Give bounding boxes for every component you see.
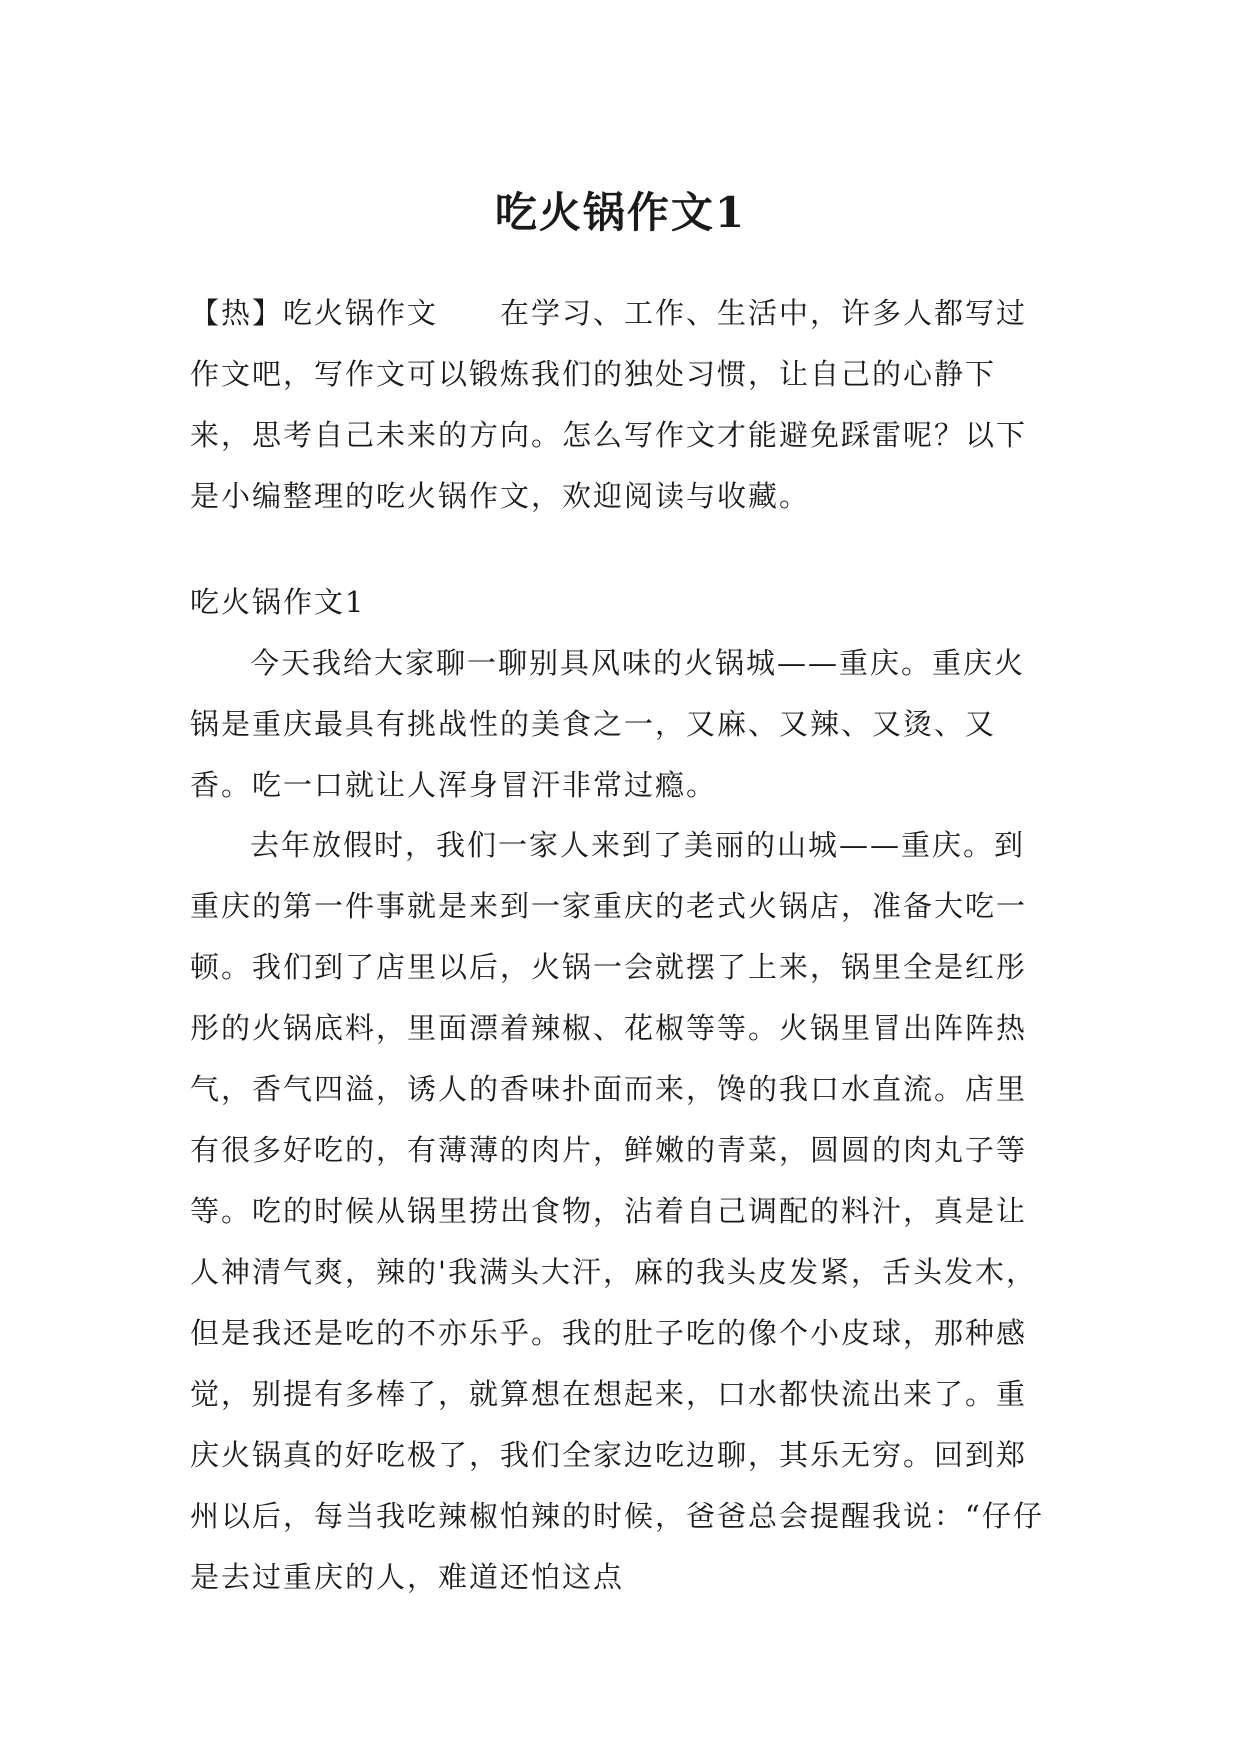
intro-paragraph: 【热】吃火锅作文 在学习、工作、生活中，许多人都写过作文吧，写作文可以锻炼我们的独处习惯，让自己的心静下来，思考自己未来的方向。怎么写作文才能避免踩雷呢？以下是小编整理的吃火锅作文，欢迎阅读与收藏。 — [190, 296, 1028, 513]
section-heading: 吃火锅作文1 — [190, 585, 366, 619]
body-paragraph-1: 今天我给大家聊一聊别具风味的火锅城——重庆。重庆火锅是重庆最具有挑战性的美食之一，又麻、又辣、又烫、又香。吃一口就让人浑身冒汗非常过瘾。 — [190, 646, 1026, 802]
body-paragraph-2: 去年放假时，我们一家人来到了美丽的山城——重庆。到重庆的第一件事就是来到一家重庆的老式火锅店，准备大吃一顿。我们到了店里以后，火锅一会就摆了上来，锅里全是红彤彤的火锅底料，里面漂着辣椒、花椒等等。火锅里冒出阵阵热气，香气四溢，诱人的香味扑面而来，馋的我口水直流。店里有很多好吃的，有薄薄的肉片，鲜嫩的青菜，圆圆的肉丸子等等。吃的时候从锅里捞出食物，沾着自己调配的料汁，真是让人神清气爽，辣的'我满头大汗，麻的我头皮发紧，舌头发木，但是我还是吃的不亦乐乎。我的肚子吃的像个小皮球，那种感觉，别提有多棒了，就算想在想起来，口水都快流出来了。重庆火锅真的好吃极了，我们全家边吃边聊，其乐无穷。回到郑州以后，每当我吃辣椒怕辣的时候，爸爸总会提醒我说：“仔仔是去过重庆的人，难道还怕这点 — [190, 828, 1044, 1594]
document-title: 吃火锅作文1 — [494, 188, 747, 238]
